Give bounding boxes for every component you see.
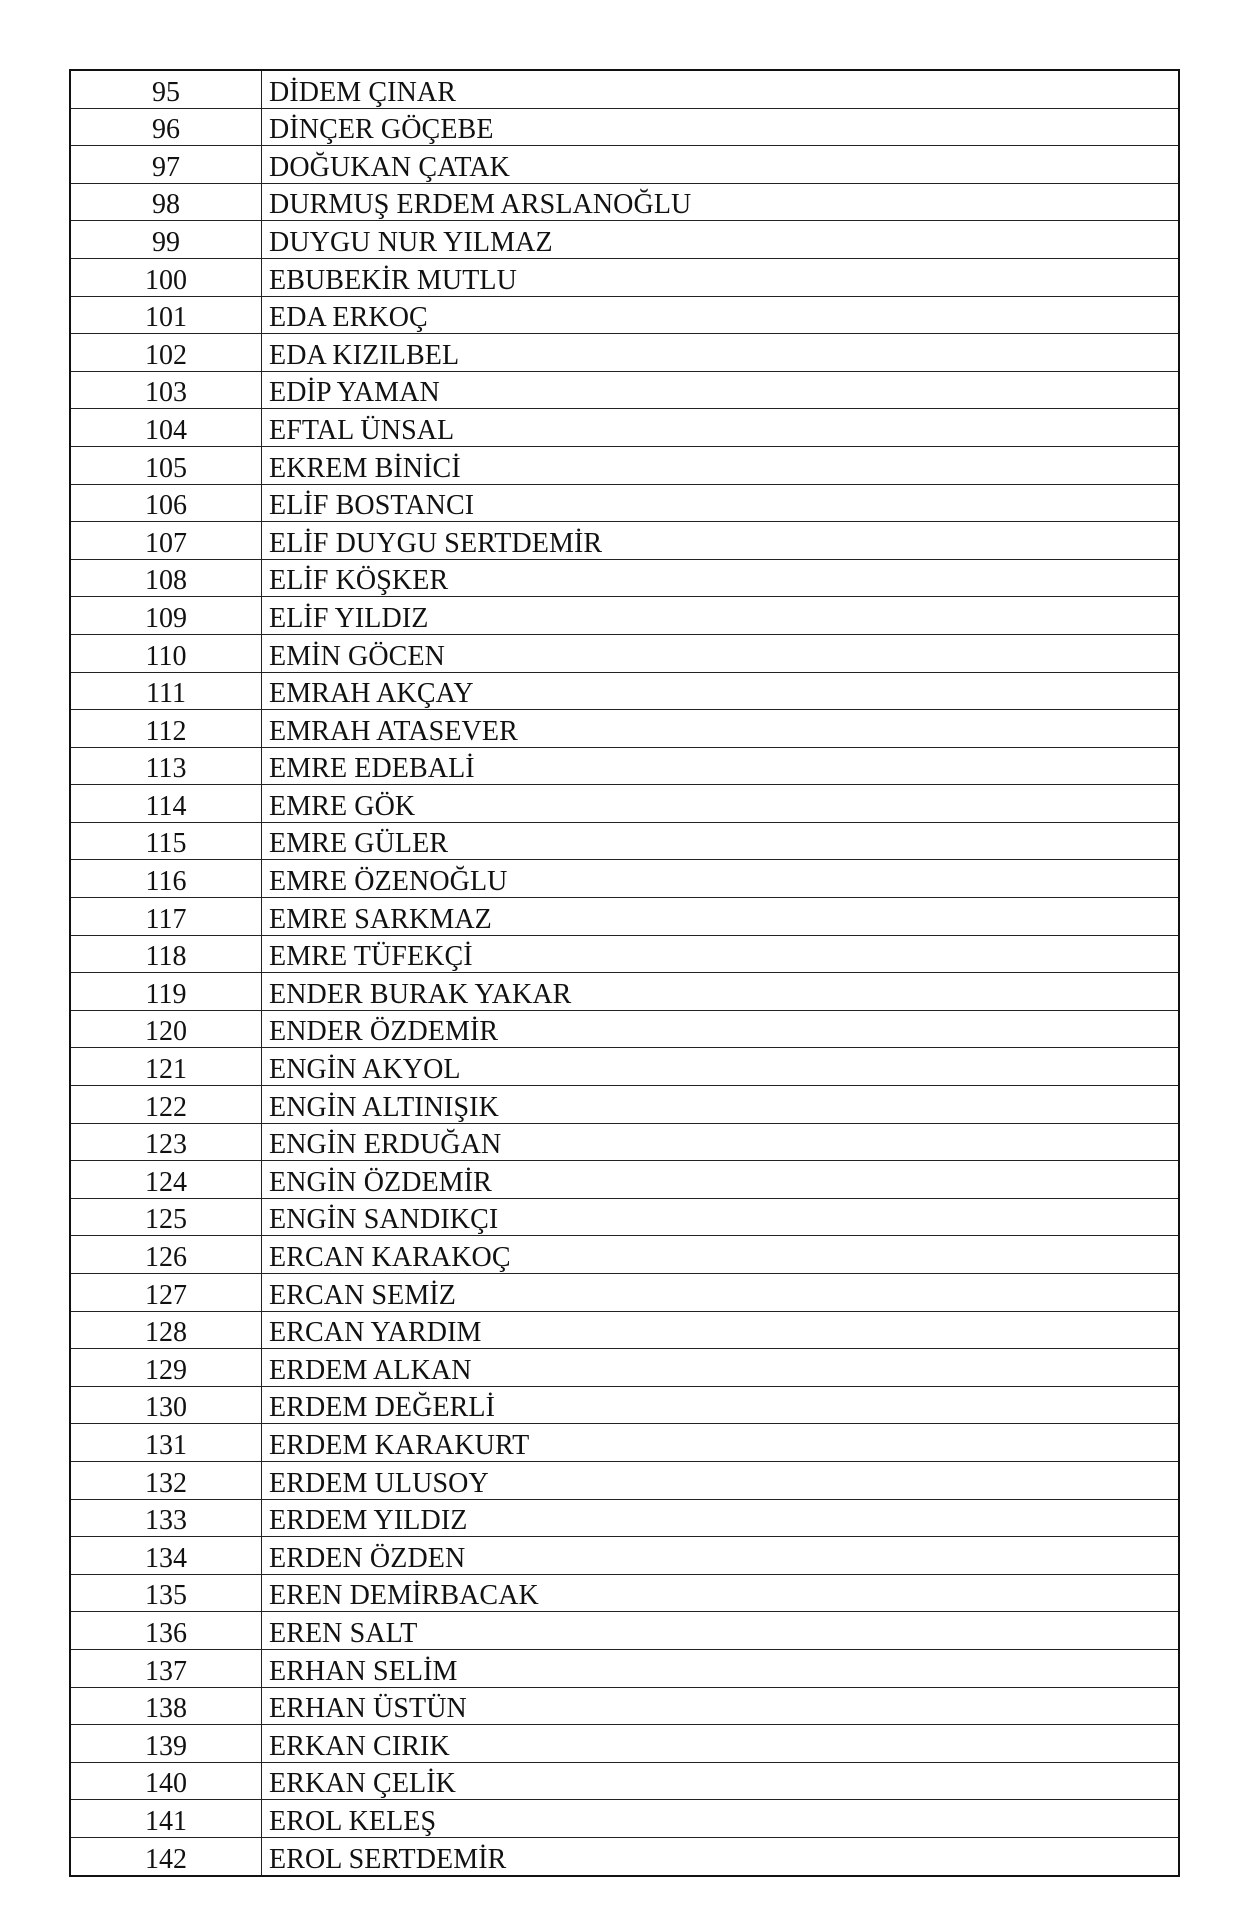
person-name: ENGİN AKYOL [262,1048,1180,1086]
table-body [70,70,1179,1876]
table-row [70,559,1179,597]
table-row [70,898,1179,936]
table-row [70,1537,1179,1575]
person-name: ENGİN SANDIKÇI [262,1198,1180,1236]
person-name: EMRE TÜFEKÇİ [262,935,1180,973]
row-number: 125 [70,1198,262,1236]
person-name: ERHAN SELİM [262,1649,1180,1687]
row-number: 133 [70,1499,262,1537]
table-row [70,1386,1179,1424]
row-number: 128 [70,1311,262,1349]
row-number: 105 [70,446,262,484]
person-name: ERDEM ULUSOY [262,1461,1180,1499]
row-number: 97 [70,146,262,184]
person-name: ENGİN ERDUĞAN [262,1123,1180,1161]
person-name: ERDEM ALKAN [262,1349,1180,1387]
person-name: EMRE GÖK [262,785,1180,823]
person-name: EROL KELEŞ [262,1800,1180,1838]
row-number: 108 [70,559,262,597]
person-name: DURMUŞ ERDEM ARSLANOĞLU [262,183,1180,221]
row-number: 126 [70,1236,262,1274]
table-row [70,1837,1179,1875]
table-row [70,1198,1179,1236]
name-list-table [69,69,1180,1877]
row-number: 104 [70,409,262,447]
row-number: 106 [70,484,262,522]
row-number: 95 [70,70,262,108]
person-name: DİNÇER GÖÇEBE [262,108,1180,146]
row-number: 132 [70,1461,262,1499]
table-row [70,785,1179,823]
row-number: 99 [70,221,262,259]
table-row [70,1274,1179,1312]
person-name: EMRAH ATASEVER [262,710,1180,748]
person-name: EMRE GÜLER [262,822,1180,860]
row-number: 102 [70,334,262,372]
person-name: EMRE EDEBALİ [262,747,1180,785]
person-name: EBUBEKİR MUTLU [262,258,1180,296]
table-row [70,822,1179,860]
person-name: EREN SALT [262,1612,1180,1650]
person-name: ENDER ÖZDEMİR [262,1010,1180,1048]
person-name: DİDEM ÇINAR [262,70,1180,108]
row-number: 119 [70,973,262,1011]
person-name: EMRE SARKMAZ [262,898,1180,936]
table-row [70,860,1179,898]
row-number: 109 [70,597,262,635]
table-row [70,1612,1179,1650]
row-number: 120 [70,1010,262,1048]
table-row [70,334,1179,372]
table-row [70,1649,1179,1687]
row-number: 124 [70,1161,262,1199]
row-number: 117 [70,898,262,936]
row-number: 135 [70,1574,262,1612]
row-number: 118 [70,935,262,973]
row-number: 136 [70,1612,262,1650]
row-number: 138 [70,1687,262,1725]
row-number: 98 [70,183,262,221]
person-name: ERCAN KARAKOÇ [262,1236,1180,1274]
person-name: ERDEM YILDIZ [262,1499,1180,1537]
row-number: 134 [70,1537,262,1575]
person-name: EREN DEMİRBACAK [262,1574,1180,1612]
table-row [70,1236,1179,1274]
table-row [70,1123,1179,1161]
person-name: ENGİN ÖZDEMİR [262,1161,1180,1199]
table-row [70,973,1179,1011]
table-row [70,371,1179,409]
row-number: 141 [70,1800,262,1838]
table-row [70,296,1179,334]
person-name: ENDER BURAK YAKAR [262,973,1180,1011]
person-name: ELİF DUYGU SERTDEMİR [262,522,1180,560]
row-number: 121 [70,1048,262,1086]
person-name: DOĞUKAN ÇATAK [262,146,1180,184]
table-row [70,597,1179,635]
person-name: ERCAN YARDIM [262,1311,1180,1349]
table-row [70,409,1179,447]
person-name: ERDEM KARAKURT [262,1424,1180,1462]
row-number: 116 [70,860,262,898]
row-number: 130 [70,1386,262,1424]
table-row [70,1762,1179,1800]
table-row [70,446,1179,484]
person-name: ERCAN SEMİZ [262,1274,1180,1312]
person-name: EKREM BİNİCİ [262,446,1180,484]
table-row [70,1800,1179,1838]
person-name: EMRAH AKÇAY [262,672,1180,710]
row-number: 101 [70,296,262,334]
person-name: ELİF YILDIZ [262,597,1180,635]
row-number: 122 [70,1086,262,1124]
row-number: 140 [70,1762,262,1800]
row-number: 139 [70,1725,262,1763]
person-name: EDA ERKOÇ [262,296,1180,334]
table-row [70,935,1179,973]
table-row [70,1349,1179,1387]
table-row [70,146,1179,184]
table-row [70,1048,1179,1086]
person-name: EDİP YAMAN [262,371,1180,409]
person-name: EROL SERTDEMİR [262,1837,1180,1875]
table-row [70,747,1179,785]
table-row [70,70,1179,108]
row-number: 110 [70,634,262,672]
row-number: 96 [70,108,262,146]
person-name: EDA KIZILBEL [262,334,1180,372]
table-row [70,710,1179,748]
person-name: EMRE ÖZENOĞLU [262,860,1180,898]
person-name: ENGİN ALTINIŞIK [262,1086,1180,1124]
person-name: ERDEM DEĞERLİ [262,1386,1180,1424]
row-number: 111 [70,672,262,710]
row-number: 113 [70,747,262,785]
row-number: 127 [70,1274,262,1312]
person-name: DUYGU NUR YILMAZ [262,221,1180,259]
row-number: 142 [70,1837,262,1875]
row-number: 137 [70,1649,262,1687]
table-row [70,1461,1179,1499]
table-row [70,1010,1179,1048]
row-number: 115 [70,822,262,860]
row-number: 114 [70,785,262,823]
table-row [70,1424,1179,1462]
person-name: ELİF BOSTANCI [262,484,1180,522]
table-row [70,1311,1179,1349]
row-number: 107 [70,522,262,560]
table-row [70,634,1179,672]
row-number: 103 [70,371,262,409]
person-name: EFTAL ÜNSAL [262,409,1180,447]
person-name: ERKAN ÇELİK [262,1762,1180,1800]
table-row [70,522,1179,560]
table-row [70,1161,1179,1199]
table-row [70,221,1179,259]
table-row [70,1499,1179,1537]
row-number: 123 [70,1123,262,1161]
table-row [70,1086,1179,1124]
person-name: ERKAN CIRIK [262,1725,1180,1763]
table-row [70,108,1179,146]
table-row [70,183,1179,221]
row-number: 129 [70,1349,262,1387]
table-row [70,1687,1179,1725]
table-row [70,1574,1179,1612]
person-name: ERHAN ÜSTÜN [262,1687,1180,1725]
row-number: 131 [70,1424,262,1462]
table-row [70,484,1179,522]
table-row [70,258,1179,296]
person-name: EMİN GÖCEN [262,634,1180,672]
person-name: ERDEN ÖZDEN [262,1537,1180,1575]
row-number: 100 [70,258,262,296]
person-name: ELİF KÖŞKER [262,559,1180,597]
row-number: 112 [70,710,262,748]
table-row [70,1725,1179,1763]
table-row [70,672,1179,710]
